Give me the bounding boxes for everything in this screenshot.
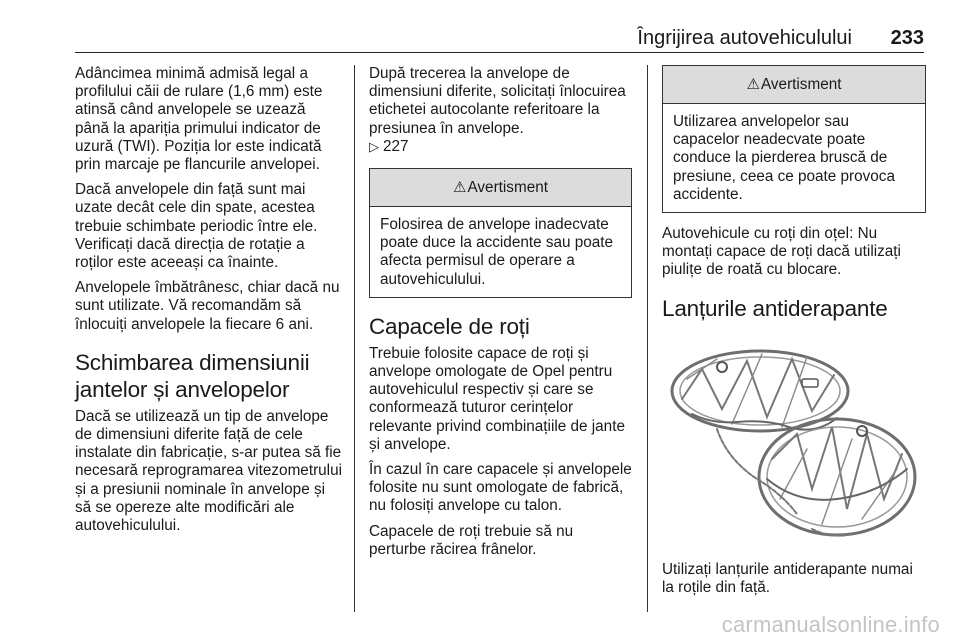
header-title: Îngrijirea autovehiculului — [637, 27, 852, 49]
warning-header — [663, 66, 925, 104]
warning-box — [369, 168, 632, 298]
warning-text: Utilizarea anvelopelor sau capacelor neadecvate poate conduce la pierderea bruscă de presiune, ceea ce poate provoca accidente. — [673, 113, 895, 203]
paragraph: În cazul în care capacele și anvelopele folosite nu sunt omologate de fabrică, nu folosiți anvelope cu talon. — [369, 461, 632, 515]
warning-text: Folosirea de anvelope inadecvate poate duce la accidente sau poate afecta permisul de operare a autovehiculului. — [380, 216, 614, 288]
column-divider — [647, 65, 648, 612]
watermark: carmanualsonline.info — [721, 612, 940, 637]
page-reference-link[interactable]: 227 — [383, 137, 409, 155]
paragraph — [369, 65, 632, 156]
warning-triangle-icon: ⚠ — [746, 76, 760, 93]
column-divider — [354, 65, 355, 612]
paragraph: Utilizați lanțurile antiderapante numai la roțile din față. — [662, 560, 913, 597]
paragraph: Trebuie folosite capace de roți și anvelope omologate de Opel pentru autovehiculul respectiv și care se conformează tuturor cerințelor relevante privind combinațiile de jante și anvelope. — [369, 344, 625, 453]
page-number: 233 — [890, 27, 924, 49]
paragraph: Adâncimea minimă admisă legal a profilului căii de rulare (1,6 mm) este atinsă când anvelopele se uzează până la apariția primului indicator de uzură (TWI). Poziția lor este indicată prin marcaje pe flancurile anvelopei. — [75, 65, 323, 174]
column-left — [75, 65, 343, 542]
paragraph: Dacă anvelopele din față sunt mai uzate decât cele din spate, acestea trebuie schimbate periodic între ele. Verificați dacă direcția de rotație a roților este aceeași ca înainte. — [75, 181, 318, 272]
warning-triangle-icon: ⚠ — [453, 179, 467, 197]
snow-chains-illustration — [662, 339, 926, 544]
column-middle — [369, 65, 632, 566]
warning-title: Avertisment — [760, 76, 842, 93]
warning-header — [370, 169, 631, 207]
paragraph: Capacele de roți trebuie să nu perturbe răcirea frânelor. — [369, 522, 574, 558]
warning-title: Avertisment — [467, 179, 548, 197]
reference-arrow-icon: ▷ — [369, 138, 379, 154]
paragraph: Autovehicule cu roți din oțel: Nu montați capace de roți dacă utilizați piulițe de roată cu blocare. — [662, 225, 901, 279]
section-heading: Schimbarea dimensiunii jantelor și anvelopelor — [75, 349, 310, 402]
section-heading: Lanțurile antiderapante — [662, 295, 888, 321]
paragraph-text: După trecerea la anvelope de dimensiuni diferite, solicitați înlocuirea etichetei autocolante referitoare la presiunea în anvelope. — [369, 65, 626, 137]
column-right — [662, 65, 926, 604]
page-header — [75, 26, 924, 53]
warning-box — [662, 65, 926, 213]
paragraph: Dacă se utilizează un tip de anvelope de dimensiuni diferite față de cele instalate din fabricație, s-ar putea să fie necesară reprogramarea vitezometrului și a presiunii nominale în anvelope și să se opereze alte modificări ale autovehiculului. — [75, 407, 342, 535]
section-heading: Capacele de roți — [369, 313, 530, 339]
paragraph: Anvelopele îmbătrânesc, chiar dacă nu sunt utilizate. Vă recomandăm să înlocuiți anvelopele la fiecare 6 ani. — [75, 279, 340, 333]
